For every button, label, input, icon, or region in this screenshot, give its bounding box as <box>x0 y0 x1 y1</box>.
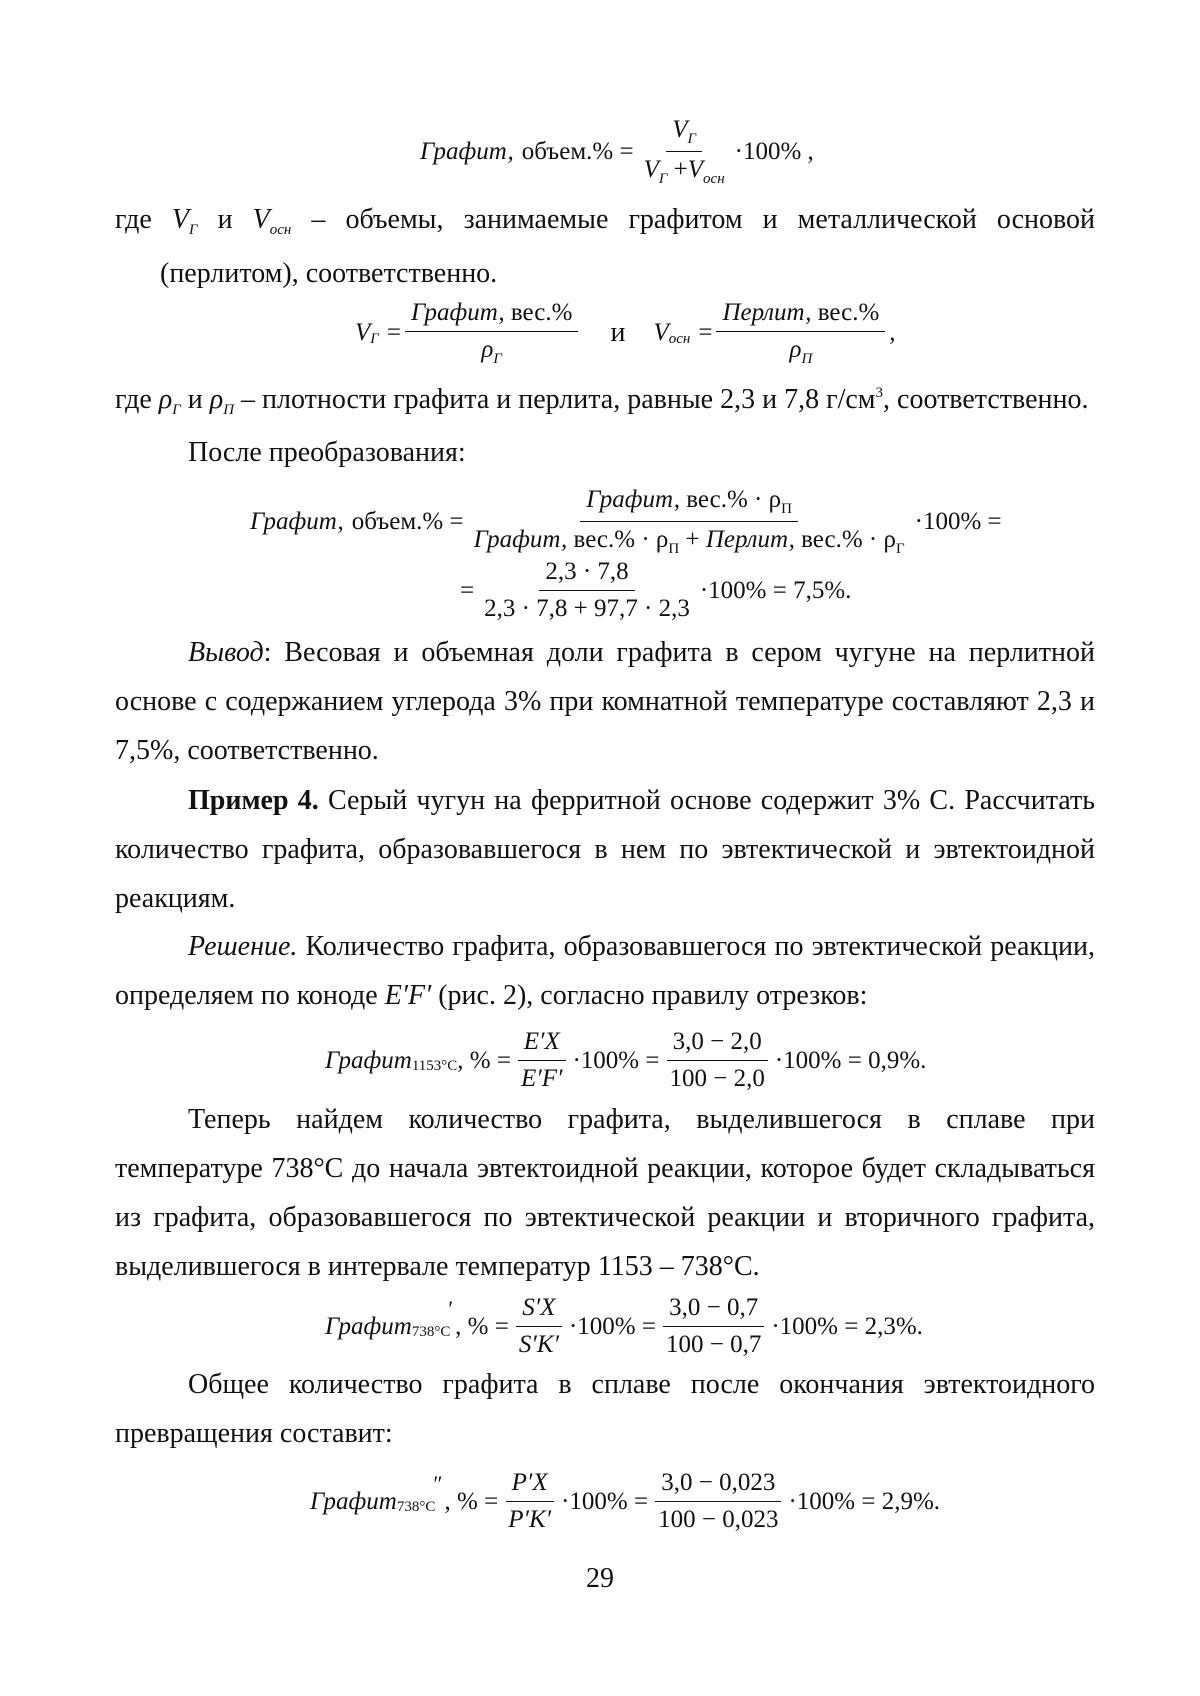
fraction <box>638 115 731 188</box>
formula-subscript: П <box>801 351 813 367</box>
paragraph-solution <box>115 922 1095 1020</box>
fraction-numerator: 3,0 − 2,0 <box>667 1027 768 1061</box>
formula-graphite-738-prime <box>325 1293 923 1360</box>
formula-term: Графит <box>310 1487 397 1515</box>
paragraph-densities <box>115 375 1095 429</box>
formula-term: Перлит, <box>722 299 812 326</box>
text-run: где <box>115 384 159 415</box>
fraction-denominator: E′F′ <box>520 1065 563 1092</box>
formula-operator: = <box>460 576 475 604</box>
text-run: После преобразования: <box>188 437 466 468</box>
prime-mark: ″ <box>433 1470 443 1496</box>
paragraph-after-transform <box>115 428 1095 477</box>
formula-volumes-definition <box>355 298 896 368</box>
formula-term: вес.% · ρ <box>573 526 669 553</box>
formula-var: V <box>355 319 371 346</box>
formula-subscript: П <box>668 541 680 557</box>
formula-volume-percent <box>420 115 814 188</box>
text-run: и <box>197 204 253 235</box>
formula-term: вес.% · ρ <box>686 486 782 513</box>
formula-operator: = <box>698 319 713 346</box>
fraction-denominator: P′K′ <box>508 1506 552 1533</box>
fraction-denominator: S′K′ <box>518 1331 559 1358</box>
formula-subscript: Г <box>172 402 181 418</box>
formula-term: ·100% = <box>572 1046 660 1074</box>
paragraph-example-4 <box>115 776 1095 923</box>
formula-numeric-result <box>460 557 851 624</box>
text-run: : Весовая и объемная доли графита в сером чугуне на перлитной основе с содержанием углерода 3% при комнатной температуре составляют 2,3 и 7,5%, соответственно. <box>115 637 1095 766</box>
formula-operator: + <box>679 526 706 553</box>
formula-term: ·100% , <box>734 137 814 165</box>
paragraph-conclusion <box>115 628 1095 775</box>
text-run: Серый чугун на ферритной основе содержит 3% С. Рассчитать количество графита, образовавшегося в нем по эвтектической и эвтектоидной реакциям. <box>115 785 1095 914</box>
formula-transformed <box>250 485 1002 558</box>
formula-term: , <box>889 319 896 346</box>
formula-graphite-738-double-prime <box>310 1468 940 1535</box>
formula-subscript: Г <box>895 541 905 557</box>
fraction-numerator: E′X <box>518 1027 566 1061</box>
formula-subscript: Г <box>188 222 198 238</box>
formula-var: ρ <box>789 336 802 363</box>
formula-var: V <box>672 116 688 143</box>
formula-subscript: Г <box>370 330 379 347</box>
prime-mark: ′ <box>448 1295 454 1321</box>
text-run: Теперь найдем количество графита, выделившегося в сплаве при температуре 738°С до начала эвтектоидной реакции, которое будет складываться из графита, образовавшегося по эвтектической реакции и вторичного графита, выделившегося в интервале температур 1153 – 738°С. <box>115 1104 1095 1282</box>
formula-subscript: 738°C <box>396 1499 436 1515</box>
formula-term: Графит <box>325 1046 412 1074</box>
formula-subscript: Г <box>658 171 668 187</box>
page-number: 29 <box>586 1563 614 1594</box>
formula-term: Графит, <box>410 299 505 326</box>
formula-operator: + <box>673 156 688 183</box>
formula-term: ·100% = 2,3%. <box>771 1312 923 1340</box>
formula-subscript: осн <box>668 330 691 347</box>
formula-term: Графит, <box>586 486 680 513</box>
formula-eutectic-graphite <box>325 1027 926 1094</box>
formula-term: ·100% = 0,9%. <box>774 1046 927 1074</box>
fraction-denominator: 100 − 2,0 <box>669 1065 765 1092</box>
formula-var: ρ <box>158 384 173 415</box>
formula-subscript: 1153°C <box>411 1058 458 1074</box>
fraction <box>716 298 885 368</box>
formula-term: ·100% = 2,9%. <box>788 1487 941 1515</box>
formula-var: E′F′ <box>384 980 432 1011</box>
paragraph-738 <box>115 1095 1095 1291</box>
formula-term: ·100% = <box>914 507 1002 535</box>
text-run: Общее количество графита в сплаве после окончания эвтектоидного превращения составит: <box>115 1369 1095 1449</box>
formula-term: ·100% = <box>568 1312 656 1340</box>
superscript: 3 <box>875 385 884 401</box>
formula-term: Графит, <box>420 137 514 165</box>
formula-term: , % = <box>444 1487 499 1515</box>
formula-var: V <box>687 156 704 183</box>
formula-term: Графит, <box>473 526 568 553</box>
formula-var: ρ <box>481 336 494 363</box>
paragraph-total <box>115 1360 1095 1458</box>
text-run: (рис. 2), согласно правилу отрезков: <box>431 980 868 1011</box>
formula-term: , % = <box>457 1046 511 1074</box>
fraction-numerator: P′X <box>506 1468 554 1502</box>
formula-term: ·100% = 7,5%. <box>699 576 852 604</box>
fraction <box>405 298 579 368</box>
text-run: Количество графита, образовавшегося по эвтектической реакции, определяем по коноде <box>115 931 1095 1011</box>
text-run: – плотности графита и перлита, равные 2,3 и 7,8 г/см <box>234 384 876 415</box>
formula-var: V <box>643 156 659 183</box>
formula-term: ·100% = <box>561 1487 649 1515</box>
fraction <box>468 485 911 558</box>
formula-subscript: Г <box>493 351 502 367</box>
formula-subscript: осн <box>703 171 725 187</box>
formula-term: , % = <box>455 1312 509 1340</box>
formula-subscript: 738°C <box>411 1324 451 1340</box>
example-label: Пример 4. <box>188 785 319 816</box>
formula-subscript: Г <box>687 131 697 147</box>
fraction <box>663 1027 770 1094</box>
formula-subscript: П <box>781 501 792 517</box>
fraction-numerator: S′X <box>516 1293 561 1327</box>
formula-term: объем.% = <box>521 137 634 165</box>
formula-operator: = <box>386 319 401 346</box>
fraction-numerator: 2,3 · 7,8 <box>539 557 634 591</box>
formula-term: Перлит, <box>705 526 795 553</box>
formula-term: вес.% · ρ <box>801 526 896 553</box>
formula-conjunction: и <box>610 317 626 348</box>
fraction <box>478 557 696 624</box>
text-run: – объемы, занимаемые графитом и металлической основой (перлитом), соответственно. <box>160 204 1095 289</box>
formula-term: объем.% = <box>351 507 464 535</box>
formula-subscript: осн <box>269 222 292 238</box>
fraction <box>513 1293 565 1360</box>
fraction-numerator: 3,0 − 0,023 <box>655 1468 781 1502</box>
formula-term: вес.% <box>817 299 880 326</box>
formula-var: V <box>653 319 669 346</box>
fraction <box>652 1468 784 1535</box>
formula-var: ρ <box>209 384 224 415</box>
fraction <box>515 1027 568 1094</box>
fraction-denominator: 100 − 0,7 <box>665 1331 762 1358</box>
formula-subscript: П <box>223 402 235 418</box>
paragraph-volumes <box>115 195 1095 298</box>
formula-term: Графит, <box>250 507 344 535</box>
text-run: , соответственно. <box>883 384 1089 415</box>
conclusion-label: Вывод <box>188 637 264 668</box>
fraction-denominator: 2,3 · 7,8 + 97,7 · 2,3 <box>484 595 690 622</box>
formula-term: вес.% <box>510 299 573 326</box>
fraction-numerator: 3,0 − 0,7 <box>663 1293 764 1327</box>
formula-var: V <box>252 204 270 235</box>
text-run: и <box>180 384 210 415</box>
formula-term: Графит <box>325 1312 412 1340</box>
fraction-denominator: 100 − 0,023 <box>658 1506 779 1533</box>
solution-label: Решение. <box>188 931 298 962</box>
text-run: где <box>115 204 172 235</box>
fraction <box>502 1468 557 1535</box>
fraction <box>660 1293 767 1360</box>
formula-var: V <box>171 204 189 235</box>
